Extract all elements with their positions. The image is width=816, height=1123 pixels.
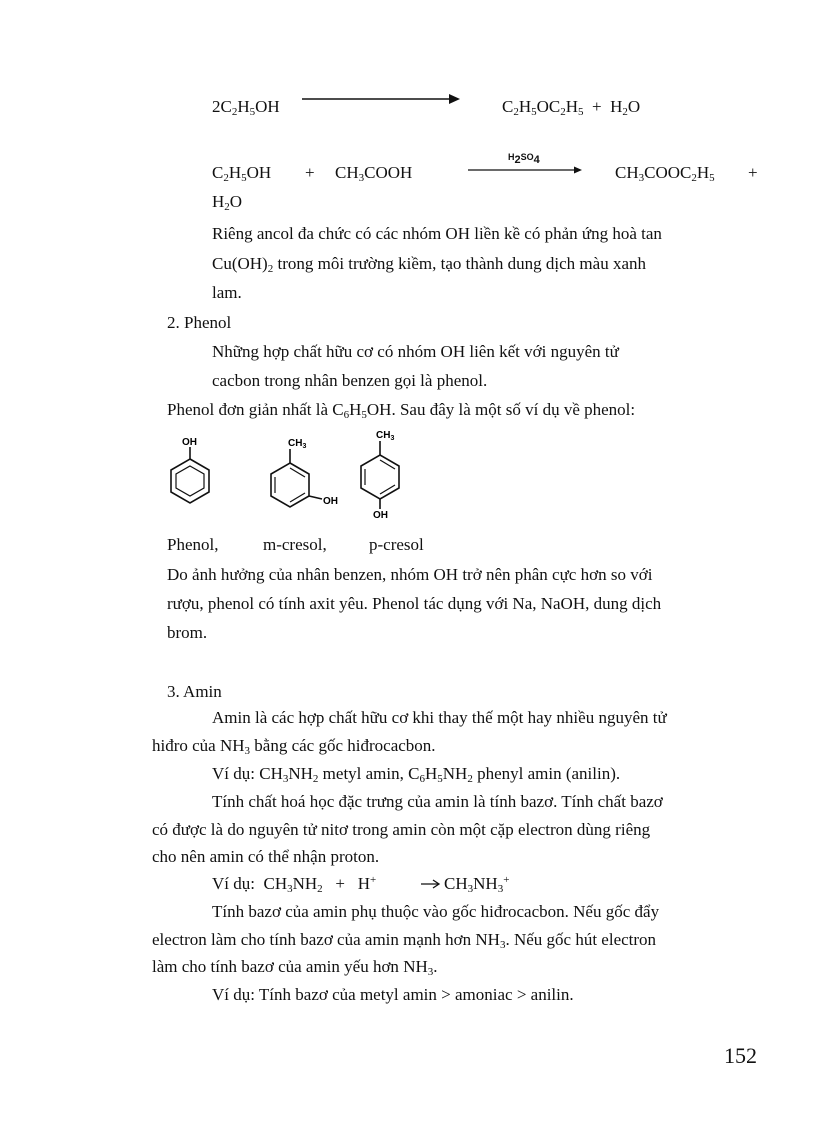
reaction-1-arrow: [300, 92, 462, 106]
amin-order-line: Ví dụ: Tính bazơ của metyl amin > amoniac > anilin.: [212, 985, 574, 1004]
amin-reaction-product: $CH_3NH_3^+$: [444, 874, 510, 895]
p-cresol-structure: [361, 430, 399, 520]
reaction-2-plus-1: +: [305, 163, 315, 182]
amin-basicity-line-1: Tính chất hoá học đặc trưng của amin là tính bazơ. Tính chất bazơ: [212, 792, 663, 811]
reaction-2-reactant-1: $C_2H_5OH$: [212, 163, 272, 184]
amin-reaction-arrow: [420, 877, 442, 891]
reaction-2-plus-2: +: [748, 163, 758, 182]
phenol-structure: [171, 437, 209, 503]
polyol-line-1: Riêng ancol đa chức có các nhóm OH liền kề có phản ứng hoà tan: [212, 224, 662, 243]
phenol-property-line-1: Do ảnh hưởng của nhân benzen, nhóm OH trở nên phân cực hơn so với: [167, 565, 653, 584]
section-heading-amin: 3. Amin: [167, 682, 222, 701]
reaction-2-reactant-2: $CH_3COOH$: [335, 163, 413, 184]
amin-dependence-line-2: electron làm cho tính bazơ của amin mạnh hơn $NH_3$. Nếu gốc hút electron: [152, 930, 657, 951]
polyol-line-2: $Cu(OH)_2$ trong môi trường kiềm, tạo thành dung dịch màu xanh: [212, 254, 646, 275]
reaction-1-products: $C_2H_5OC_2H_5 + H_2O$: [502, 97, 641, 118]
amin-example-line: Ví dụ: $CH_3NH_2$ metyl amin, $C_6H_5NH_2$ phenyl amin (anilin).: [212, 764, 621, 785]
phenol-property-line-2: rượu, phenol có tính axit yêu. Phenol tác dụng với Na, NaOH, dung dịch: [167, 594, 662, 613]
caption-m-cresol: m-cresol,: [263, 535, 327, 554]
phenol-structures: [160, 425, 420, 520]
amin-definition-line-1: Amin là các hợp chất hữu cơ khi thay thế một hay nhiều nguyên tử: [212, 708, 667, 727]
svg-text:OH: OH: [373, 510, 388, 520]
phenol-definition-line-1: Những hợp chất hữu cơ có nhóm OH liên kết với nguyên tử: [212, 342, 619, 361]
phenol-simplest-line: Phenol đơn giản nhất là $C_6H_5OH$. Sau đây là một số ví dụ về phenol:: [167, 400, 636, 421]
amin-definition-line-2: hiđro của $NH_3$ bằng các gốc hiđrocacbon.: [152, 736, 436, 757]
svg-text:CH3: $CH_3$: [376, 430, 395, 442]
reaction-1-reactant: $2C_2H_5OH$: [212, 97, 280, 118]
m-cresol-structure: [271, 438, 338, 507]
reaction-2-arrow: [466, 164, 584, 176]
phenol-definition-line-2: cacbon trong nhân benzen gọi là phenol.: [212, 371, 488, 390]
amin-basicity-line-2: có được là do nguyên tử nitơ trong amin còn một cặp electron dùng riêng: [152, 820, 651, 839]
reaction-2-catalyst: $H_2SO_4$: [508, 152, 540, 166]
amin-dependence-line-3: làm cho tính bazơ của amin yếu hơn $NH_3$.: [152, 957, 438, 978]
svg-text:CH3: $CH_3$: [288, 438, 307, 450]
reaction-2-product-1: $CH_3COOC_2H_5$: [615, 163, 715, 184]
section-heading-phenol: 2. Phenol: [167, 313, 232, 332]
amin-dependence-line-1: Tính bazơ của amin phụ thuộc vào gốc hiđrocacbon. Nếu gốc đẩy: [212, 902, 660, 921]
svg-text:OH: OH: [323, 496, 338, 507]
polyol-line-3: lam.: [212, 283, 242, 302]
phenol-property-line-3: brom.: [167, 623, 208, 642]
amin-reaction-line: Ví dụ: $CH_3NH_2$ + H+: [212, 874, 377, 895]
caption-phenol: Phenol,: [167, 535, 219, 554]
svg-text:OH: OH: [182, 437, 197, 448]
page-number: 152: [724, 1043, 757, 1068]
amin-basicity-line-3: cho nên amin có thể nhận proton.: [152, 847, 380, 866]
reaction-2-product-2: $H_2O$: [212, 192, 243, 213]
caption-p-cresol: p-cresol: [369, 535, 424, 554]
